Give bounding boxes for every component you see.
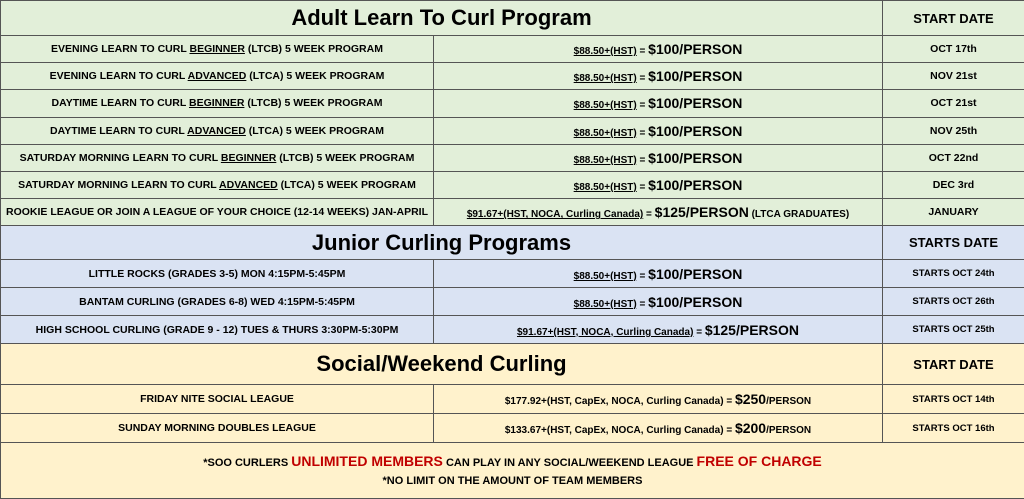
program-level: BEGINNER <box>221 152 276 164</box>
program-name <box>1 199 434 226</box>
price-unit: /PERSON <box>766 396 811 407</box>
program-name <box>1 171 434 198</box>
social-date-header: START DATE <box>883 344 1024 385</box>
social-section-title: Social/Weekend Curling <box>1 344 883 385</box>
total-price: $100/PERSON <box>648 41 742 57</box>
base-fee: $88.50+(HST) <box>574 271 637 282</box>
program-level: BEGINNER <box>189 43 244 55</box>
adult-section-title: Adult Learn To Curl Program <box>1 1 883 36</box>
program-level: ADVANCED <box>188 70 247 82</box>
total-price: $125/PERSON <box>655 204 749 220</box>
adult-program-row <box>1 90 1024 117</box>
adult-program-row <box>1 199 1024 226</box>
adult-program-row <box>1 144 1024 171</box>
equals-sign: = <box>637 100 648 111</box>
junior-program-row <box>1 316 1024 344</box>
total-price: $250 <box>735 391 766 407</box>
start-date: JANUARY <box>883 199 1024 226</box>
junior-program-row <box>1 260 1024 288</box>
program-name <box>1 63 434 90</box>
total-price: $100/PERSON <box>648 68 742 84</box>
footer-text-b: CAN PLAY IN ANY SOCIAL/WEEKEND LEAGUE <box>443 457 697 469</box>
junior-program-row <box>1 288 1024 316</box>
equals-sign: = <box>637 299 648 310</box>
program-name: FRIDAY NITE SOCIAL LEAGUE <box>1 385 434 414</box>
program-name-suffix: (LTCA) 5 WEEK PROGRAM <box>246 70 384 82</box>
adult-program-row <box>1 63 1024 90</box>
program-name-suffix: (LTCA) 5 WEEK PROGRAM <box>278 179 416 191</box>
equals-sign: = <box>637 155 648 166</box>
program-name-text: EVENING LEARN TO CURL <box>51 43 189 55</box>
footer-row <box>1 443 1024 499</box>
price-cell <box>434 288 883 316</box>
social-program-row <box>1 385 1024 414</box>
start-date: STARTS OCT 26th <box>883 288 1024 316</box>
program-name: BANTAM CURLING (GRADES 6-8) WED 4:15PM-5:45PM <box>1 288 434 316</box>
adult-date-header: START DATE <box>883 1 1024 36</box>
program-name-suffix: (LTCA) 5 WEEK PROGRAM <box>246 125 384 137</box>
equals-sign: = <box>637 182 648 193</box>
total-price: $100/PERSON <box>648 266 742 282</box>
base-fee: $88.50+(HST) <box>574 73 637 84</box>
total-price: $100/PERSON <box>648 177 742 193</box>
start-date: STARTS OCT 14th <box>883 385 1024 414</box>
start-date: DEC 3rd <box>883 171 1024 198</box>
program-name-suffix: (LTCB) 5 WEEK PROGRAM <box>244 97 382 109</box>
junior-section-title: Junior Curling Programs <box>1 226 883 260</box>
program-level: ADVANCED <box>219 179 278 191</box>
adult-program-row <box>1 171 1024 198</box>
junior-section-header <box>1 226 1024 260</box>
program-name <box>1 117 434 144</box>
price-cell <box>434 171 883 198</box>
start-date: STARTS OCT 16th <box>883 414 1024 443</box>
footer-line-1 <box>5 452 1020 472</box>
program-name-text: SATURDAY MORNING LEARN TO CURL <box>20 152 221 164</box>
price-cell <box>434 199 883 226</box>
price-cell <box>434 90 883 117</box>
program-name <box>1 144 434 171</box>
footer-text-a: *SOO CURLERS <box>203 457 291 469</box>
base-fee: $133.67+(HST, CapEx, NOCA, Curling Canada) = <box>505 425 735 436</box>
program-name-text: ROOKIE LEAGUE OR JOIN A LEAGUE OF YOUR CHOICE (12-14 WEEKS) JAN-APRIL <box>6 206 428 218</box>
equals-sign: = <box>643 209 654 220</box>
price-cell <box>434 63 883 90</box>
program-name-text: DAYTIME LEARN TO CURL <box>52 97 189 109</box>
total-price: $100/PERSON <box>648 123 742 139</box>
program-name <box>1 90 434 117</box>
price-unit: /PERSON <box>766 425 811 436</box>
base-fee: $88.50+(HST) <box>574 100 637 111</box>
base-fee: $177.92+(HST, CapEx, NOCA, Curling Canada) = <box>505 396 735 407</box>
base-fee: $91.67+(HST, NOCA, Curling Canada) <box>517 327 693 338</box>
program-name-suffix: (LTCB) 5 WEEK PROGRAM <box>276 152 414 164</box>
start-date: OCT 22nd <box>883 144 1024 171</box>
footer-note <box>1 443 1024 499</box>
price-cell <box>434 385 883 414</box>
price-cell <box>434 316 883 344</box>
adult-program-row <box>1 36 1024 63</box>
total-price: $100/PERSON <box>648 150 742 166</box>
program-name-suffix: (LTCB) 5 WEEK PROGRAM <box>245 43 383 55</box>
junior-date-header: STARTS DATE <box>883 226 1024 260</box>
total-price: $125/PERSON <box>705 322 799 338</box>
program-name: LITTLE ROCKS (GRADES 3-5) MON 4:15PM-5:45PM <box>1 260 434 288</box>
price-note: (LTCA GRADUATES) <box>749 209 849 220</box>
total-price: $200 <box>735 420 766 436</box>
equals-sign: = <box>637 73 648 84</box>
footer-line-2: *NO LIMIT ON THE AMOUNT OF TEAM MEMBERS <box>5 472 1020 490</box>
start-date: NOV 25th <box>883 117 1024 144</box>
program-name: HIGH SCHOOL CURLING (GRADE 9 - 12) TUES & THURS 3:30PM-5:30PM <box>1 316 434 344</box>
social-program-row <box>1 414 1024 443</box>
base-fee: $91.67+(HST, NOCA, Curling Canada) <box>467 209 643 220</box>
start-date: STARTS OCT 25th <box>883 316 1024 344</box>
base-fee: $88.50+(HST) <box>574 155 637 166</box>
program-name-text: DAYTIME LEARN TO CURL <box>50 125 187 137</box>
equals-sign: = <box>637 46 648 57</box>
base-fee: $88.50+(HST) <box>574 46 637 57</box>
program-level: BEGINNER <box>189 97 244 109</box>
free-of-charge-highlight: FREE OF CHARGE <box>697 453 822 469</box>
equals-sign: = <box>637 271 648 282</box>
start-date: STARTS OCT 24th <box>883 260 1024 288</box>
start-date: OCT 21st <box>883 90 1024 117</box>
equals-sign: = <box>637 128 648 139</box>
base-fee: $88.50+(HST) <box>574 182 637 193</box>
equals-sign: = <box>693 327 704 338</box>
adult-program-row <box>1 117 1024 144</box>
start-date: OCT 17th <box>883 36 1024 63</box>
total-price: $100/PERSON <box>648 294 742 310</box>
program-name-text: EVENING LEARN TO CURL <box>50 70 188 82</box>
program-name-text: SATURDAY MORNING LEARN TO CURL <box>18 179 219 191</box>
price-cell <box>434 144 883 171</box>
start-date: NOV 21st <box>883 63 1024 90</box>
program-level: ADVANCED <box>187 125 246 137</box>
price-cell <box>434 36 883 63</box>
unlimited-members-highlight: UNLIMITED MEMBERS <box>291 453 443 469</box>
base-fee: $88.50+(HST) <box>574 299 637 310</box>
social-section-header <box>1 344 1024 385</box>
price-cell <box>434 260 883 288</box>
base-fee: $88.50+(HST) <box>574 128 637 139</box>
program-name: SUNDAY MORNING DOUBLES LEAGUE <box>1 414 434 443</box>
total-price: $100/PERSON <box>648 95 742 111</box>
program-name <box>1 36 434 63</box>
price-cell <box>434 414 883 443</box>
price-cell <box>434 117 883 144</box>
adult-section-header <box>1 1 1024 36</box>
